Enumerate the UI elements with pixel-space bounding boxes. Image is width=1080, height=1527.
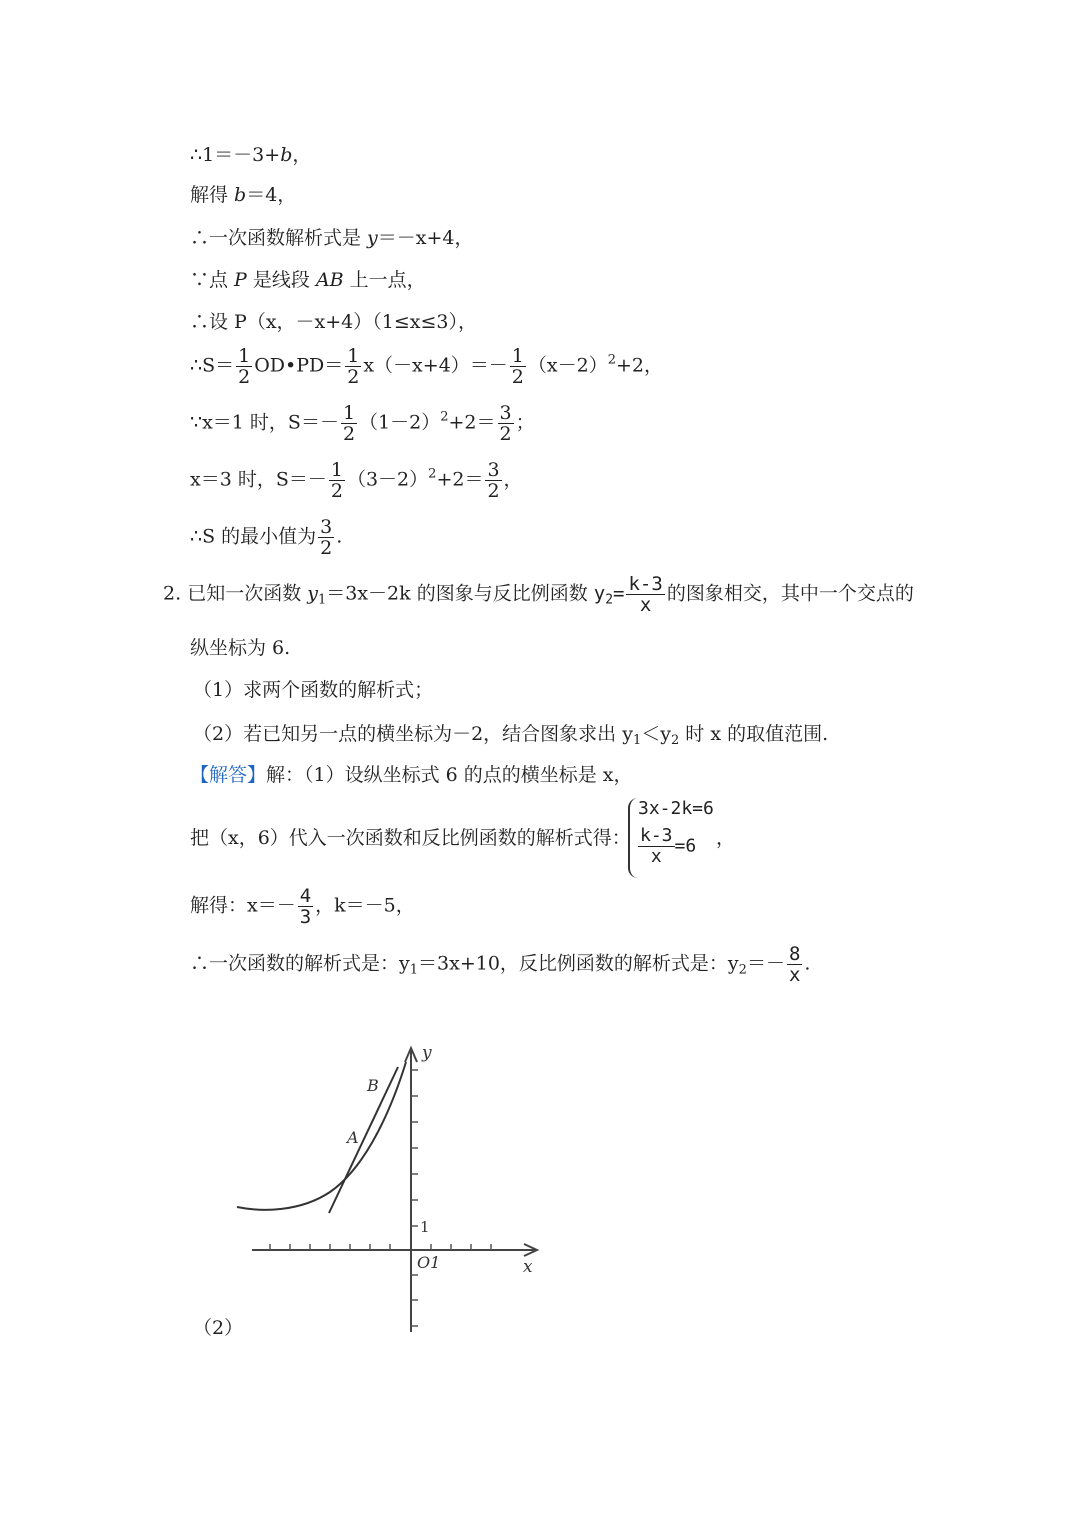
linear-function-line [329,1067,398,1213]
solution-line-8: x＝3 时，S＝－ $\frac{1}{2}$ $(3-2)^2+2=$ $\frac{3}{2}$ ， [190,459,523,502]
solution-line-6: ∴S＝ $\frac{1}{2}$ OD•PD＝ $\frac{1}{2}$ x（－x+4）＝－ $\frac{1}{2}$ $(x-2)^2+2$， [190,345,663,388]
answer-line-2: 把（x，6）代入一次函数和反比例函数的解析式得： [190,827,631,849]
fraction-half: $\frac{1}{2}$ [347,345,360,388]
solution-line-5: ∴设 P（x，－x+4）（1≤x≤3）， [190,311,477,333]
solution-line-9: ∴S 的最小值为 $\frac{3}{2}$ . [190,516,343,559]
solution-line-3: ∴一次函数解析式是 y＝－x+4， [190,227,474,249]
y-axis-ticks [411,1070,418,1326]
solution-line-2: 解得 b＝4， [190,184,297,206]
problem-2-statement-cont: 纵坐标为 6. [190,637,291,659]
tick-label-one: 1 [420,1218,430,1236]
fraction-half: $\frac{1}{2}$ [238,345,251,388]
solution-line-7: ∵x＝1 时，S＝－ $\frac{1}{2}$ $(1-2)^2+2=$ $\frac{3}{2}$ ； [190,402,535,445]
x-axis-label: x [523,1257,533,1277]
question-2: （2）若已知另一点的横坐标为－2，结合图象求出 $y_1<y_2$ 时 x 的取值范围. [193,723,829,748]
fraction-4-3: $\frac{4}{3}$ [299,885,312,928]
answer-line-3: 解得：x＝－ $\frac{4}{3}$ ，k＝－5， [190,885,415,928]
hyperbola-curve [237,1062,406,1210]
problem-2-statement: 2. 已知一次函数 $y_1=3x-2k$ 的图象与反比例函数 $y_2=$ $\frac{k-3}{x}$ 的图象相交，其中一个交点的 [163,573,914,616]
part-2-label: （2） [193,1317,244,1339]
fraction-half: $\frac{1}{2}$ [330,459,343,502]
solution-line-4: ∵点 P 是线段 AB 上一点， [190,269,426,291]
solution-line-1: ∴1＝－3+b， [190,144,312,166]
fraction-8-x: $\frac{8}{x}$ [788,943,801,986]
system-row-1: 3x-2k=6 [638,798,714,819]
answer-line-1: 【解答】解：（1）设纵坐标式 6 的点的横坐标是 x， [190,764,633,786]
answer-tag: 【解答】 [190,764,267,786]
question-1: （1）求两个函数的解析式； [193,679,434,701]
fraction-k-minus-3-over-x: $\frac{k-3}{x}$ [628,573,663,616]
fraction-half: $\frac{1}{2}$ [511,345,524,388]
y-axis-label: y [422,1043,432,1063]
system-row-2: $\frac{k-3}{x}$ =6 [640,825,697,867]
answer-line-2-tail: ， [716,827,736,849]
fraction-three-half: $\frac{3}{2}$ [320,516,333,559]
fraction-three-half: $\frac{3}{2}$ [487,459,500,502]
fraction-half: $\frac{1}{2}$ [342,402,356,445]
answer-line-4: ∴一次函数的解析式是：$y_1=3x+10$，反比例函数的解析式是：$y_2=-$ $\frac{8}{x}$ . [190,943,811,986]
origin-label: O1 [417,1253,441,1272]
fraction-three-half: $\frac{3}{2}$ [499,402,512,445]
point-b-label: B [367,1076,379,1095]
point-a-label: A [347,1128,359,1147]
